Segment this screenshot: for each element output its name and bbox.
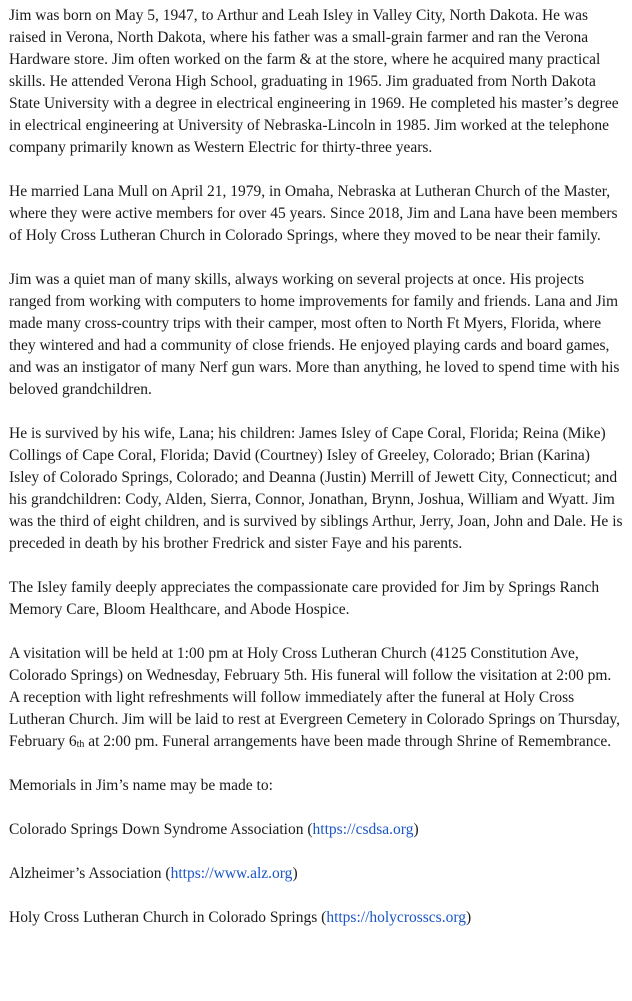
paragraph-birth-education: Jim was born on May 5, 1947, to Arthur and Leah Isley in Valley City, North Dakota. He was raised in Verona, North Dakota, where his father was a small-grain farmer and ran the Verona Hardware store. Jim often worked on the farm & at the store, where he acquired many practical skills. He attended Verona High School, graduating in 1965. Jim graduated from North Dakota State University with a degree in electrical engineering in 1969. He completed his master’s degree in electrical engineering at University of Nebraska-Lincoln in 1985. Jim worked at the telephone company primarily known as Western Electric for thirty-three years. [9,7,619,156]
paragraph-services [9,643,623,753]
memorial-link[interactable]: https://csdsa.org [312,821,414,838]
memorials-intro: Memorials in Jim’s name may be made to: [9,777,273,794]
memorial-name: Alzheimer’s Association [9,865,162,882]
paragraph-hobbies: Jim was a quiet man of many skills, always working on several projects at once. His projects ranged from working with computers to home improvements for family and friends. Lana and Jim made many cross-country trips with their camper, most often to North Ft Myers, Florida, where they wintered and had a community of close friends. He enjoyed playing cards and board games, and was an instigator of many Nerf gun wars. More than anything, he loved to spend time with his beloved grandchildren. [9,271,620,398]
memorial-name: Holy Cross Lutheran Church in Colorado Springs [9,909,318,926]
obituary-article [9,5,623,929]
paragraph-gratitude: The Isley family deeply appreciates the compassionate care provided for Jim by Springs Ranch Memory Care, Bloom Healthcare, and Abode Hospice. [9,579,600,618]
memorial-item: Holy Cross Lutheran Church in Colorado Springs (https://holycrosscs.org) [9,909,472,926]
date-suffix: th [76,739,85,750]
services-text: A visitation will be held at 1:00 pm at Holy Cross Lutheran Church (4125 Constitution Ave, Colorado Springs) on Wednesday, February 5th. His funeral will follow the visitation at 2:00 pm. A reception with light refreshments will follow immediately after the funeral at Holy Cross Lutheran Church. Jim will be laid to rest at Evergreen Cemetery in Colorado Springs on Thursday, February 6 [9,645,620,750]
memorial-item: Colorado Springs Down Syndrome Association (https://csdsa.org) [9,821,419,838]
paragraph-survivors: He is survived by his wife, Lana; his children: James Isley of Cape Coral, Florida; Reina (Mike) Collings of Cape Coral, Florida; David (Courtney) Isley of Greeley, Colorado; Brian (Karina) Isley of Colorado Springs, Colorado; and Deanna (Justin) Merrill of Jewett City, Connecticut; and his grandchildren: Cody, Alden, Sierra, Connor, Jonathan, Brynn, Joshua, William and Wyatt. Jim was the third of eight children, and is survived by siblings Arthur, Jerry, Joan, John and Dale. He is preceded in death by his brother Fredrick and sister Faye and his parents. [9,425,623,552]
memorial-name: Colorado Springs Down Syndrome Association [9,821,304,838]
services-text-end: at 2:00 pm. Funeral arrangements have been made through Shrine of Remembrance. [84,733,612,750]
memorial-item: Alzheimer’s Association (https://www.alz.org) [9,865,298,882]
memorial-link[interactable]: https://www.alz.org [170,865,293,882]
paragraph-marriage: He married Lana Mull on April 21, 1979, in Omaha, Nebraska at Lutheran Church of the Master, where they were active members for over 45 years. Since 2018, Jim and Lana have been members of Holy Cross Lutheran Church in Colorado Springs, where they moved to be near their family. [9,183,618,244]
memorial-link[interactable]: https://holycrosscs.org [326,909,466,926]
